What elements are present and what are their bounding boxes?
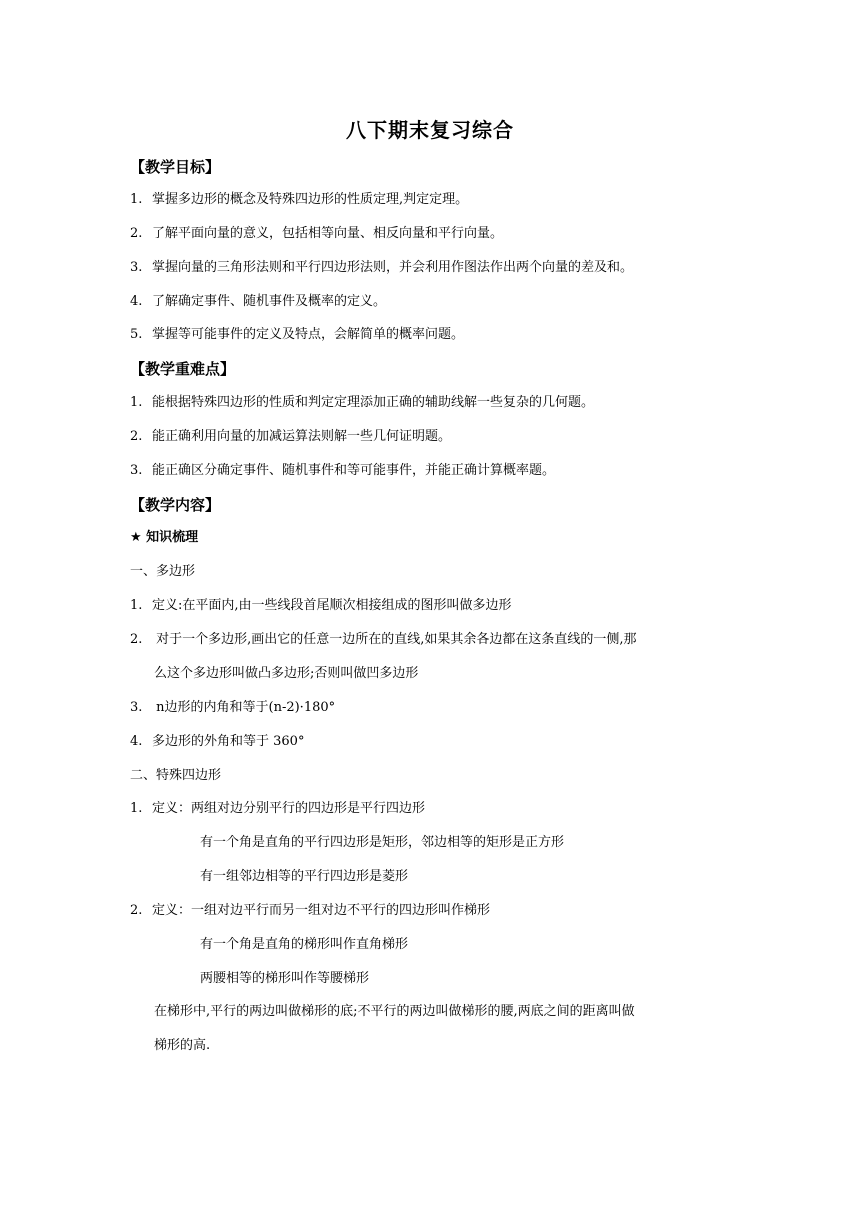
goal-text: 掌握多边形的概念及特殊四边形的性质定理,判定定理。	[152, 192, 469, 207]
part2-def1	[130, 800, 425, 818]
difficulty-text: 能根据特殊四边形的性质和判定定理添加正确的辅助线解一些复杂的几何题。	[152, 395, 595, 410]
part1-text: 多边形的外角和等于 360°	[152, 734, 305, 749]
part2-def2-sub-1: 有一个角是直角的梯形叫作直角梯形	[200, 937, 409, 952]
part2-def1-sub-2: 有一组邻边相等的平行四边形是菱形	[200, 869, 409, 884]
goal-text: 了解确定事件、随机事件及概率的定义。	[152, 294, 387, 309]
goal-item-1	[130, 191, 468, 209]
part2-text: 定义：两组对边分别平行的四边形是平行四边形	[152, 801, 426, 816]
part2-def2	[130, 902, 490, 920]
goal-item-4	[130, 293, 386, 311]
page-title: 八下期末复习综合	[346, 118, 514, 142]
difficulty-item-2	[130, 428, 451, 446]
trapezoid-note-line-2: 梯形的高.	[154, 1038, 211, 1053]
part1-item-2-cont: 么这个多边形叫做凸多边形;否则叫做凹多边形	[154, 666, 419, 681]
part1-num: 1.	[130, 598, 143, 613]
goal-num: 4.	[130, 294, 143, 309]
goal-text: 掌握等可能事件的定义及特点，会解简单的概率问题。	[152, 327, 465, 342]
part2-def1-sub-1: 有一个角是直角的平行四边形是矩形，邻边相等的矩形是正方形	[200, 835, 565, 850]
difficulty-num: 2.	[130, 429, 143, 444]
goal-num: 3.	[130, 260, 143, 275]
difficulty-item-3	[130, 462, 555, 480]
goal-item-5	[130, 326, 464, 344]
goal-item-3	[130, 259, 633, 277]
difficulty-num: 3.	[130, 463, 143, 478]
trapezoid-note-line-1: 在梯形中,平行的两边叫做梯形的底;不平行的两边叫做梯形的腰,两底之间的距离叫做	[154, 1004, 635, 1019]
knowledge-heading: ★ 知识梳理	[130, 530, 199, 545]
part2-title: 二、特殊四边形	[130, 768, 222, 783]
part1-item-2	[130, 631, 637, 649]
part1-num: 4.	[130, 734, 143, 749]
goal-text: 掌握向量的三角形法则和平行四边形法则，并会利用作图法作出两个向量的差及和。	[152, 260, 634, 275]
difficulty-heading: 【教学重难点】	[130, 360, 236, 378]
difficulty-item-1	[130, 394, 594, 412]
part2-def2-sub-2: 两腰相等的梯形叫作等腰梯形	[200, 971, 370, 986]
part2-num: 2.	[130, 903, 143, 918]
part1-text: 对于一个多边形,画出它的任意一边所在的直线,如果其余各边都在这条直线的一侧,那	[152, 632, 637, 647]
part1-item-4	[130, 733, 304, 751]
goal-num: 5.	[130, 327, 143, 342]
goal-num: 2.	[130, 226, 143, 241]
part1-num: 3.	[130, 700, 143, 715]
content-heading: 【教学内容】	[130, 496, 221, 514]
part1-item-1	[130, 597, 512, 615]
part2-num: 1.	[130, 801, 143, 816]
goal-text: 了解平面向量的意义，包括相等向量、相反向量和平行向量。	[152, 226, 504, 241]
part1-title: 一、多边形	[130, 564, 196, 579]
difficulty-text: 能正确区分确定事件、随机事件和等可能事件，并能正确计算概率题。	[152, 463, 556, 478]
part1-text: n边形的内角和等于(n-2)·180°	[152, 700, 336, 715]
goal-num: 1.	[130, 192, 143, 207]
part1-text: 定义:在平面内,由一些线段首尾顺次相接组成的图形叫做多边形	[152, 598, 512, 613]
part2-text: 定义：一组对边平行而另一组对边不平行的四边形叫作梯形	[152, 903, 491, 918]
goal-item-2	[130, 225, 503, 243]
goals-heading: 【教学目标】	[130, 158, 221, 176]
difficulty-num: 1.	[130, 395, 143, 410]
part1-item-3	[130, 699, 335, 717]
difficulty-text: 能正确利用向量的加减运算法则解一些几何证明题。	[152, 429, 452, 444]
part1-num: 2.	[130, 632, 143, 647]
